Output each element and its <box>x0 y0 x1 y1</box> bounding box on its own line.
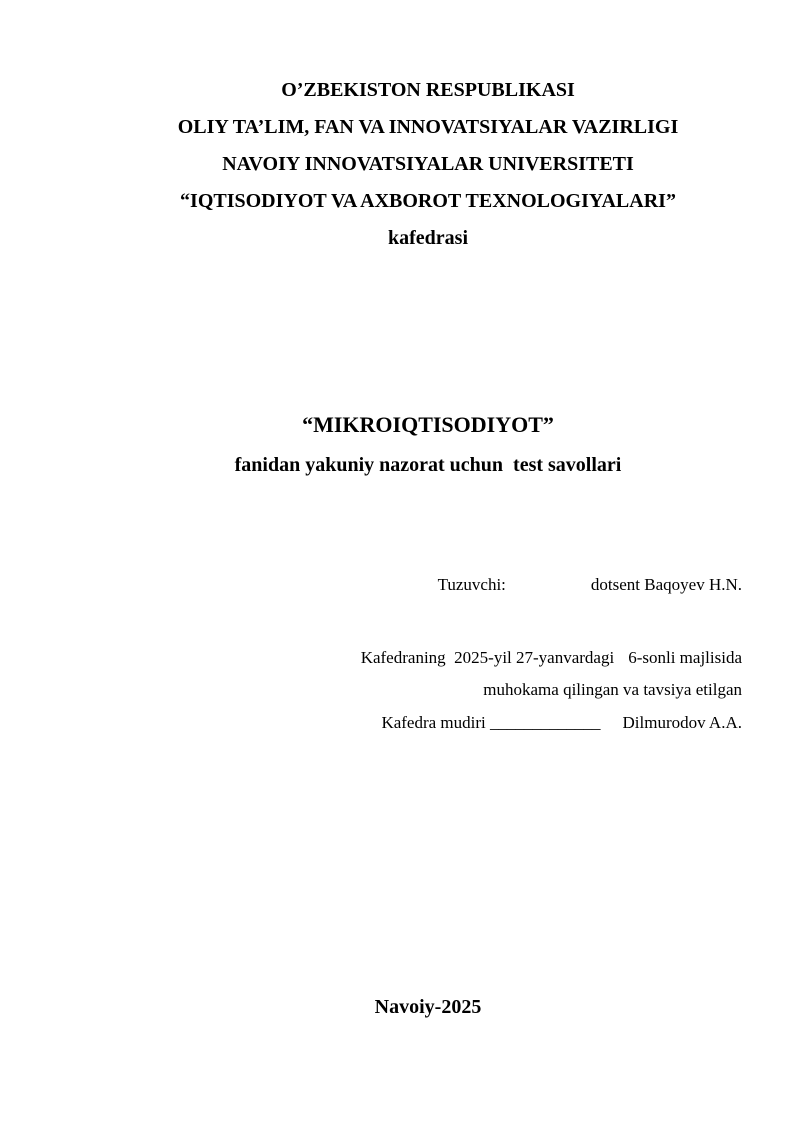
department-head-name: Dilmurodov A.A. <box>622 713 742 732</box>
meeting-number: 6-sonli majlisida <box>628 648 742 667</box>
subject-title: “MIKROIQTISODIYOT” <box>302 412 554 437</box>
university-heading: NAVOIY INNOVATSIYALAR UNIVERSITETI <box>222 153 634 175</box>
document-subtitle: fanidan yakuniy nazorat uchun test savollari <box>234 454 622 476</box>
recommendation-line: muhokama qilingan va tavsiya etilgan <box>483 680 742 699</box>
department-label: kafedrasi <box>388 227 468 249</box>
ministry-heading: OLIY TA’LIM, FAN VA INNOVATSIYALAR VAZIRLIGI <box>177 116 679 138</box>
place-year: Navoiy-2025 <box>374 996 482 1018</box>
author-label: Tuzuvchi: <box>437 575 506 594</box>
department-head-label: Kafedra mudiri _____________ <box>381 713 601 732</box>
author-line <box>438 574 742 596</box>
author-name: dotsent Baqoyev H.N. <box>590 575 742 594</box>
department-heading: “IQTISODIYOT VA AXBOROT TEXNOLOGIYALARI” <box>180 190 676 212</box>
meeting-date: Kafedraning 2025-yil 27-yanvardagi <box>360 648 615 667</box>
republic-heading: O’ZBEKISTON RESPUBLIKASI <box>281 79 575 101</box>
meeting-line <box>361 647 742 669</box>
department-head-line <box>381 712 742 734</box>
